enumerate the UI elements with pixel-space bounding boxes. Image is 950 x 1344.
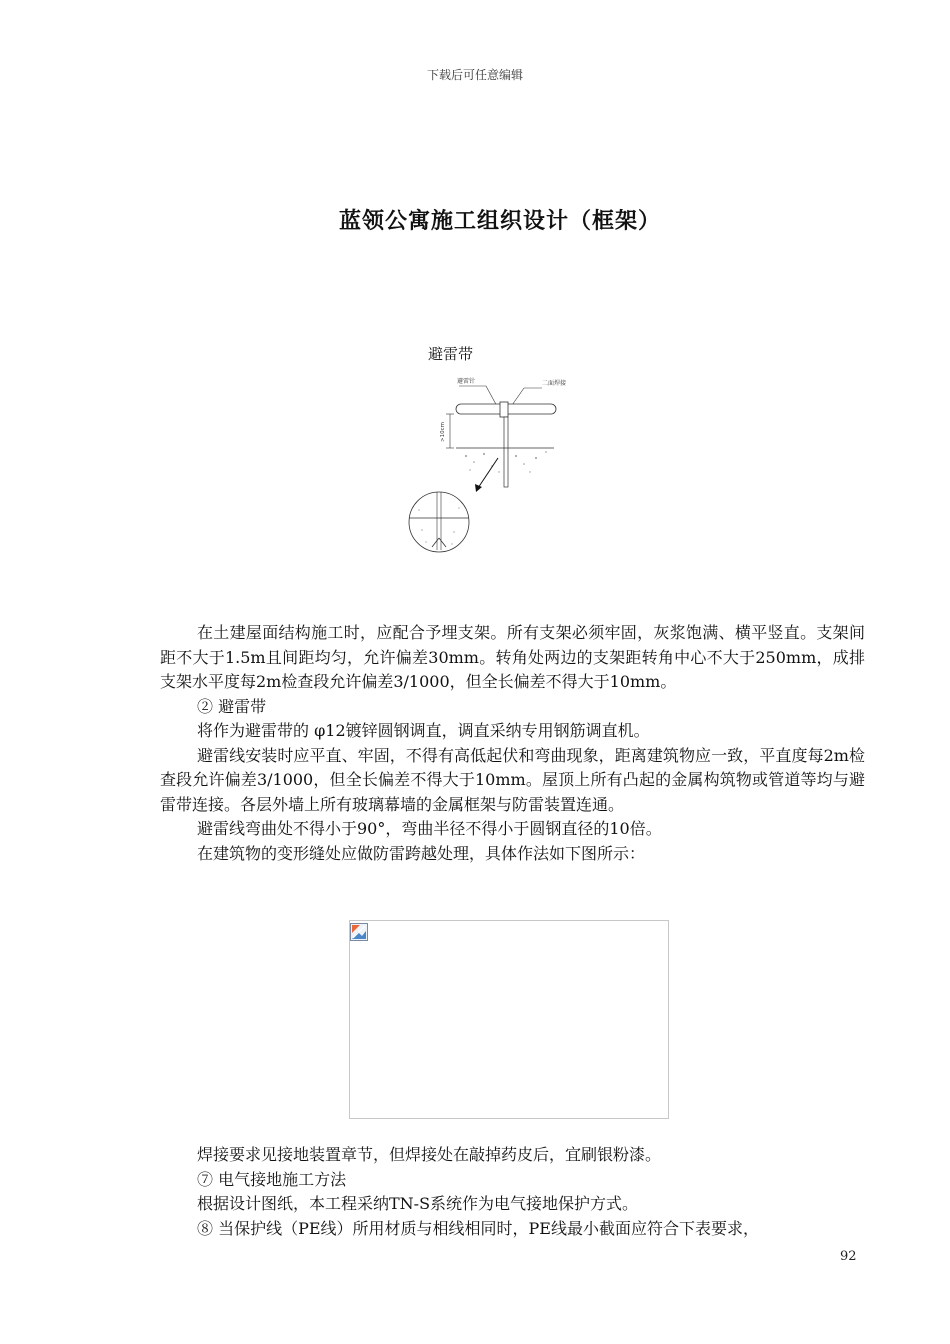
paragraph: 将作为避雷带的 φ12镀锌圆钢调直，调直采纳专用钢筋调直机。 <box>197 721 650 740</box>
page-number: 92 <box>840 1249 857 1264</box>
main-text-block-2 <box>160 1143 865 1241</box>
lightning-strip-diagram <box>404 372 584 576</box>
paragraph: 避雷线安装时应平直、牢固，不得有高低起伏和弯曲现象，距离建筑物应一致，平直度每2m检查段允许偏差3/1000，但全长偏差不得大于10mm。屋顶上所有凸起的金属构筑物或管道等均与避雷带连接。各层外墙上所有玻璃幕墙的金属框架与防雷装置连通。 <box>160 745 865 814</box>
diagram-svg <box>404 372 584 572</box>
paragraph: ⑦ 电气接地施工方法 <box>197 1169 347 1189</box>
main-text-block <box>160 621 865 866</box>
paragraph: 在土建屋面结构施工时，应配合予埋支架。所有支架必须牢固，灰浆饱满、横平竖直。支架间距不大于1.5m且间距均匀，允许偏差30mm。转角处两边的支架距转角中心不大于250mm，成排支架水平度每2m检查段允许偏差3/1000，但全长偏差不得大于10mm。 <box>160 623 865 691</box>
broken-image-icon <box>350 923 368 941</box>
paragraph: 根据设计图纸，本工程采纳TN-S系统作为电气接地保护方式。 <box>197 1194 639 1213</box>
figure-label: 避雷带 <box>428 345 474 363</box>
paragraph: 焊接要求见接地装置章节，但焊接处在敲掉药皮后，宜刷银粉漆。 <box>197 1145 662 1164</box>
paragraph: ⑧ 当保护线（PE线）所用材质与相线相同时，PE线最小截面应符合下表要求， <box>197 1218 759 1238</box>
document-title: 蓝领公寓施工组织设计（框架） <box>338 208 661 234</box>
page-header: 下载后可任意编辑 <box>426 68 523 82</box>
callout-weld: 二面焊接 <box>542 380 567 387</box>
paragraph: 避雷线弯曲处不得小于90°，弯曲半径不得小于圆钢直径的10倍。 <box>197 819 662 838</box>
callout-lightning-rod: 避雷针 <box>457 378 476 385</box>
paragraph: 在建筑物的变形缝处应做防雷跨越处理，具体作法如下图所示： <box>197 843 646 863</box>
paragraph: ② 避雷带 <box>197 696 267 716</box>
missing-image-placeholder <box>349 920 669 1119</box>
dimension-label: >10cm <box>440 422 446 442</box>
